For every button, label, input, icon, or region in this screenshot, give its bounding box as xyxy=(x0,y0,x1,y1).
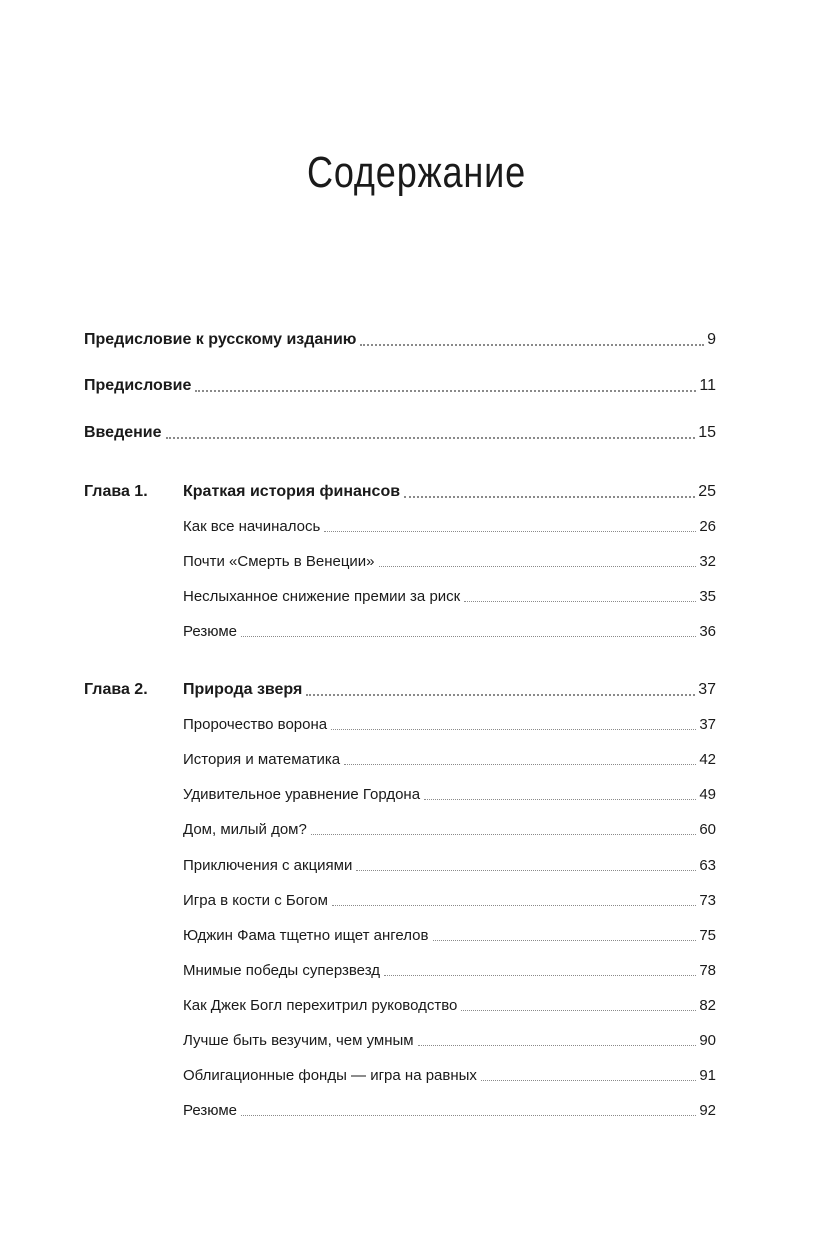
toc-page-number: 36 xyxy=(699,623,716,640)
dot-leader xyxy=(379,566,697,567)
section-label: Как Джек Богл перехитрил руководство xyxy=(183,997,458,1014)
toc-page-number: 73 xyxy=(699,892,716,909)
dot-leader xyxy=(306,694,695,696)
section-label: Игра в кости с Богом xyxy=(183,892,328,909)
section-entry[interactable] xyxy=(183,781,716,805)
toc-page-number: 75 xyxy=(699,927,716,944)
chapter-number: Глава 1. xyxy=(84,483,148,500)
section-label: Удивительное уравнение Гордона xyxy=(183,786,421,803)
toc-page-number: 15 xyxy=(698,424,716,441)
section-label: История и математика xyxy=(183,751,341,768)
dot-leader xyxy=(241,636,696,637)
section-entry[interactable] xyxy=(183,887,716,911)
dot-leader xyxy=(433,940,697,941)
toc-page-number: 60 xyxy=(699,821,716,838)
section-entry[interactable] xyxy=(183,957,716,981)
section-label: Мнимые победы суперзвезд xyxy=(183,962,380,979)
section-entry[interactable] xyxy=(183,583,716,607)
section-label: Пророчество ворона xyxy=(183,716,328,733)
page-title: Содержание xyxy=(306,148,527,197)
toc-page-number: 11 xyxy=(699,377,716,394)
toc-page-number: 78 xyxy=(699,962,716,979)
chapter-title: Краткая история финансов xyxy=(183,483,401,500)
toc-entry-label: Предисловие к русскому изданию xyxy=(84,331,357,348)
toc-entry[interactable] xyxy=(84,326,716,350)
toc-page-number: 35 xyxy=(699,588,716,605)
chapter-title: Природа зверя xyxy=(183,681,303,698)
section-entry[interactable] xyxy=(183,746,716,770)
toc-page-number: 9 xyxy=(707,331,716,348)
toc-entry[interactable] xyxy=(84,372,716,396)
dot-leader xyxy=(424,799,696,800)
toc-entry-label: Введение xyxy=(84,424,162,441)
section-entry[interactable] xyxy=(183,548,716,572)
section-label: Резюме xyxy=(183,1102,237,1119)
toc-page-number: 92 xyxy=(699,1102,716,1119)
section-label: Облигационные фонды — игра на равных xyxy=(183,1067,477,1084)
toc-page-number: 25 xyxy=(698,483,716,500)
toc-page-number: 32 xyxy=(699,553,716,570)
section-entry[interactable] xyxy=(183,922,716,946)
section-entry[interactable] xyxy=(183,618,716,642)
chapter-entry[interactable] xyxy=(84,676,716,700)
chapter-entry[interactable] xyxy=(84,478,716,502)
section-label: Лучше быть везучим, чем умным xyxy=(183,1032,414,1049)
dot-leader xyxy=(464,601,696,602)
dot-leader xyxy=(324,531,696,532)
dot-leader xyxy=(360,344,704,346)
dot-leader xyxy=(311,834,696,835)
section-entry[interactable] xyxy=(183,1097,716,1121)
dot-leader xyxy=(384,975,696,976)
section-label: Резюме xyxy=(183,623,237,640)
dot-leader xyxy=(481,1080,696,1081)
toc-page-number: 90 xyxy=(699,1032,716,1049)
toc-page-number: 82 xyxy=(699,997,716,1014)
section-entry[interactable] xyxy=(183,816,716,840)
section-entry[interactable] xyxy=(183,1062,716,1086)
section-entry[interactable] xyxy=(183,1027,716,1051)
section-label: Приключения с акциями xyxy=(183,857,353,874)
toc-page-number: 63 xyxy=(699,857,716,874)
section-entry[interactable] xyxy=(183,992,716,1016)
dot-leader xyxy=(241,1115,696,1116)
section-label: Неслыханное снижение премии за риск xyxy=(183,588,461,605)
toc-entry-label: Предисловие xyxy=(84,377,192,394)
toc-page-number: 91 xyxy=(699,1067,716,1084)
toc-page-number: 26 xyxy=(699,518,716,535)
toc-entry[interactable] xyxy=(84,419,716,443)
section-entry[interactable] xyxy=(183,711,716,735)
dot-leader xyxy=(195,390,696,392)
section-label: Как все начиналось xyxy=(183,518,321,535)
dot-leader xyxy=(331,729,696,730)
dot-leader xyxy=(418,1045,697,1046)
dot-leader xyxy=(356,870,696,871)
toc-page-number: 37 xyxy=(698,681,716,698)
section-label: Почти «Смерть в Венеции» xyxy=(183,553,375,570)
section-label: Дом, милый дом? xyxy=(183,821,307,838)
dot-leader xyxy=(461,1010,696,1011)
dot-leader xyxy=(344,764,696,765)
dot-leader xyxy=(404,496,695,498)
toc-page-number: 42 xyxy=(699,751,716,768)
section-entry[interactable] xyxy=(183,852,716,876)
dot-leader xyxy=(166,437,696,439)
chapter-number: Глава 2. xyxy=(84,681,148,698)
dot-leader xyxy=(332,905,696,906)
toc-page-number: 49 xyxy=(699,786,716,803)
section-label: Юджин Фама тщетно ищет ангелов xyxy=(183,927,429,944)
toc-page-number: 37 xyxy=(699,716,716,733)
section-entry[interactable] xyxy=(183,513,716,537)
